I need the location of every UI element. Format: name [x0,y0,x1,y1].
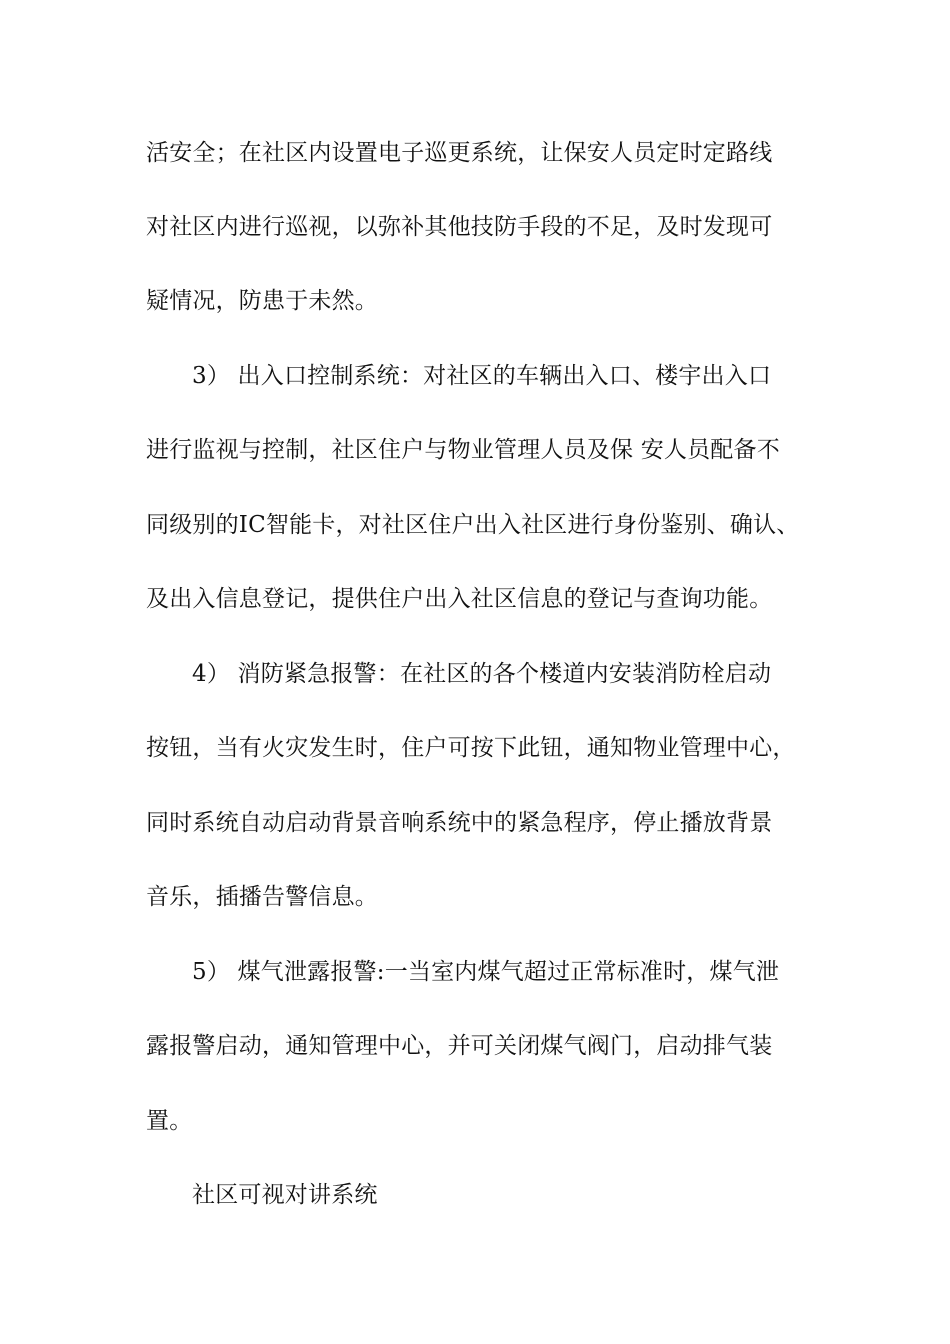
text-line: 及出入信息登记，提供住户出入社区信息的登记与查询功能。 [146,586,773,612]
text-line: 对社区内进行巡视，以弥补其他技防手段的不足，及时发现可 [146,214,773,240]
text-line: 按钮，当有火灾发生时，住户可按下此钮，通知物业管理中心， [146,735,796,761]
text-line: 同时系统自动启动背景音响系统中的紧急程序，停止播放背景 [146,810,773,836]
text-line: 音乐，插播告警信息。 [146,884,378,910]
section-heading: 社区可视对讲系统 [192,1182,378,1208]
text-line: 同级别的IC智能卡，对社区住户出入社区进行身份鉴别、确认、 [146,512,800,538]
text-line: 疑情况，防患于未然。 [146,288,378,314]
text-line: 置。 [146,1108,193,1134]
list-item-3-heading: 3） 出入口控制系统：对社区的车辆出入口、楼宇出入口 [192,363,772,389]
list-item-4-heading: 4） 消防紧急报警：在社区的各个楼道内安装消防栓启动 [192,661,772,687]
list-item-5-heading: 5） 煤气泄露报警:一当室内煤气超过正常标准时，煤气泄 [192,959,780,985]
text-line: 露报警启动，通知管理中心，并可关闭煤气阀门，启动排气装 [146,1033,773,1059]
text-line: 进行监视与控制，社区住户与物业管理人员及保 安人员配备不 [146,437,780,463]
text-line: 活安全；在社区内设置电子巡更系统，让保安人员定时定路线 [146,140,773,166]
